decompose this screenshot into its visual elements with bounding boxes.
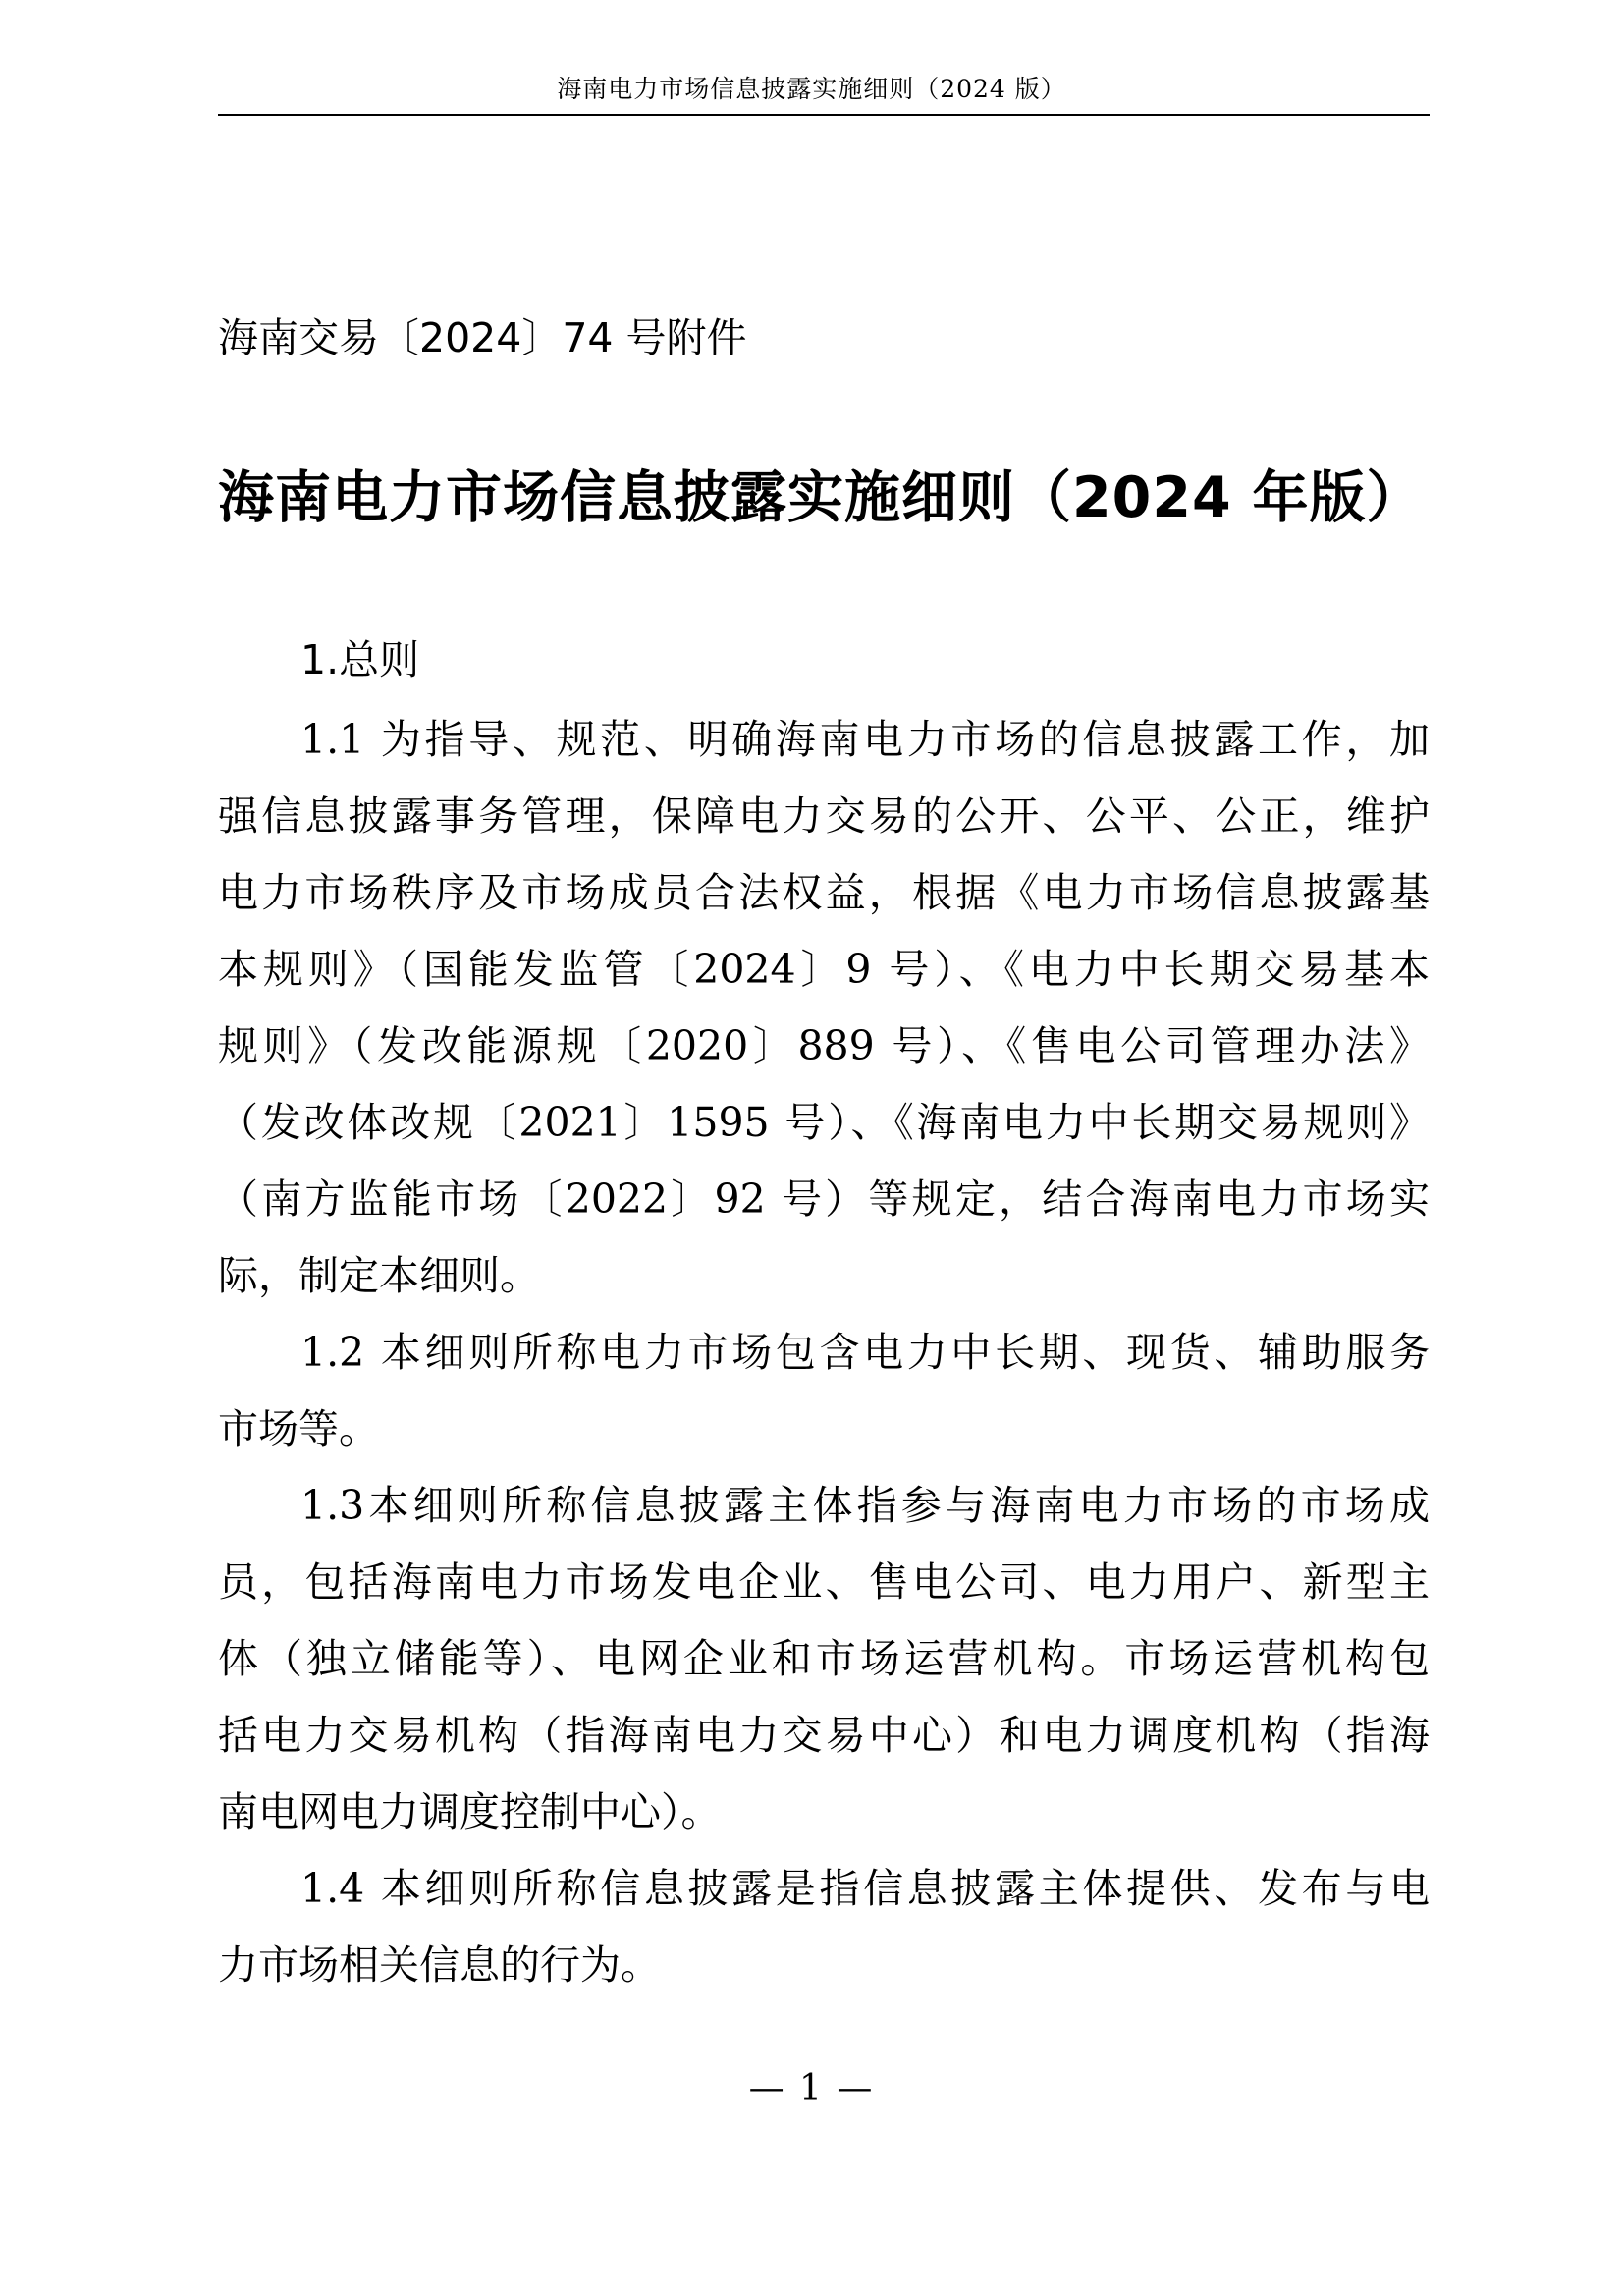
text-line: 电力市场秩序及市场成员合法权益，根据《电力市场信息披露基 — [218, 869, 1430, 916]
text-line: （发改体改规〔2021〕1595 号）、《海南电力中长期交易规则》 — [218, 1099, 1430, 1146]
text-line: 市场等。 — [218, 1405, 379, 1452]
text-line: 1.3本细则所称信息披露主体指参与海南电力市场的市场成 — [300, 1482, 1430, 1529]
text-line: 1.2 本细则所称电力市场包含电力中长期、现货、辅助服务 — [300, 1329, 1430, 1376]
text-line: 括电力交易机构（指海南电力交易中心）和电力调度机构（指海 — [218, 1712, 1430, 1759]
paragraph-1-4 — [218, 1850, 1430, 2003]
text-line: 力市场相关信息的行为。 — [218, 1941, 661, 1989]
text-line: 体（独立储能等）、电网企业和市场运营机构。市场运营机构包 — [218, 1635, 1430, 1682]
text-line: 强信息披露事务管理，保障电力交易的公开、公平、公正，维护 — [218, 793, 1430, 840]
paragraph-1-1 — [218, 701, 1430, 1314]
document-title: 海南电力市场信息披露实施细则（2024 年版） — [218, 465, 1424, 530]
section-heading: 1.总则 — [300, 636, 420, 683]
text-line: 规则》（发改能源规〔2020〕889 号）、《售电公司管理办法》 — [218, 1022, 1430, 1069]
header-rule — [218, 114, 1430, 116]
body-text — [218, 701, 1430, 2003]
text-line: 1.1 为指导、规范、明确海南电力市场的信息披露工作，加 — [300, 716, 1430, 763]
text-line: 员，包括海南电力市场发电企业、售电公司、电力用户、新型主 — [218, 1558, 1430, 1606]
text-line: 南电网电力调度控制中心）。 — [218, 1788, 722, 1835]
text-line: 本规则》（国能发监管〔2024〕9 号）、《电力中长期交易基本 — [218, 946, 1430, 993]
page-number: — 1 — — [748, 2068, 875, 2108]
paragraph-1-2 — [218, 1314, 1430, 1467]
text-line: （南方监能市场〔2022〕92 号）等规定，结合海南电力市场实 — [218, 1175, 1430, 1223]
document-number: 海南交易〔2024〕74 号附件 — [218, 314, 747, 361]
paragraph-1-3 — [218, 1467, 1430, 1850]
text-line: 际，制定本细则。 — [218, 1252, 540, 1299]
running-header: 海南电力市场信息披露实施细则（2024 版） — [557, 75, 1066, 103]
text-line: 1.4 本细则所称信息披露是指信息披露主体提供、发布与电 — [300, 1865, 1430, 1912]
